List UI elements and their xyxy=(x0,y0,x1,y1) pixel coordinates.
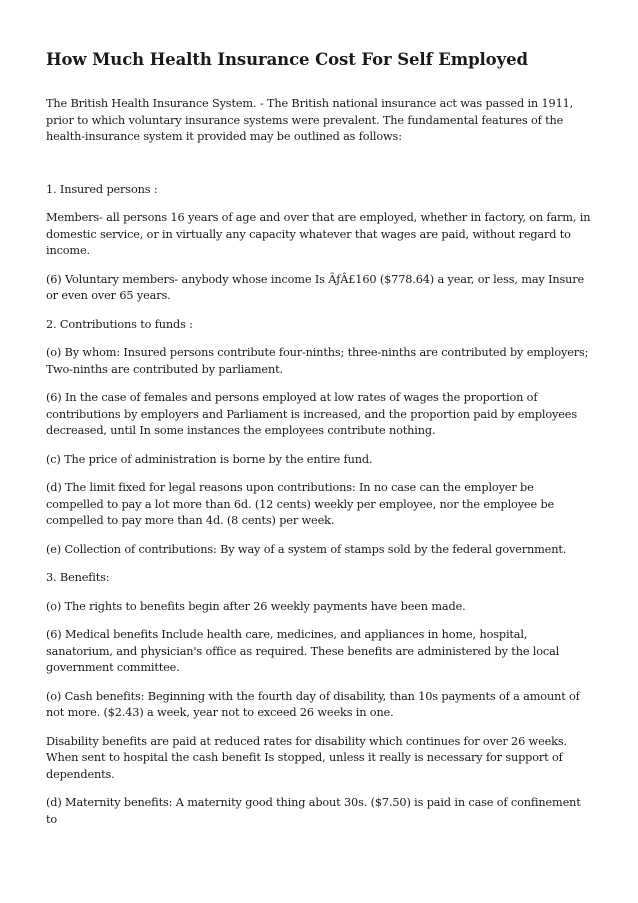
paragraph-by-whom: (o) By whom: Insured persons contribute four-ninths; three-ninths are contributed by employers; Two-ninths are contributed by parliament. xyxy=(46,346,589,376)
paragraph-maternity: (d) Maternity benefits: A maternity good thing about 30s. ($7.50) is paid in case of confinement to xyxy=(46,796,581,826)
paragraph-members: Members- all persons 16 years of age and over that are employed, whether in factory, on farm, in domestic service, or in virtually any capacity whatever that wages are paid, without regard to income. xyxy=(46,211,591,257)
document-page xyxy=(46,48,594,840)
paragraph-voluntary-members: (6) Voluntary members- anybody whose income Is ÃƒÂ£160 ($778.64) a year, or less, may Insure or even over 65 years. xyxy=(46,272,585,302)
paragraph-insured-persons-heading: 1. Insured persons : xyxy=(46,182,158,196)
document-title: How Much Health Insurance Cost For Self Employed xyxy=(46,50,528,69)
paragraph-rights: (o) The rights to benefits begin after 26 weekly payments have been made. xyxy=(46,599,466,613)
paragraph-cash: (o) Cash benefits: Beginning with the fourth day of disability, than 10s payments of a amount of not more. ($2.43) a week, year not to exceed 26 weeks in one. xyxy=(46,689,580,719)
paragraph-contributions-heading: 2. Contributions to funds : xyxy=(46,317,193,331)
paragraph-collection: (e) Collection of contributions: By way of a system of stamps sold by the federal government. xyxy=(46,542,567,556)
paragraph-disability: Disability benefits are paid at reduced rates for disability which continues for over 26 weeks. When sent to hospital the cash benefit Is stopped, unless it really is necessary for support of dependents. xyxy=(46,734,567,781)
paragraph-administration: (c) The price of administration is borne by the entire fund. xyxy=(46,452,373,466)
paragraph-females: (6) In the case of females and persons employed at low rates of wages the proportion of contributions by employers and Parliament is increased, and the proportion paid by employees decreased, until In some instances the employees contribute nothing. xyxy=(46,391,577,437)
paragraph-limit: (d) The limit fixed for legal reasons upon contributions: In no case can the employer be compelled to pay a lot more than 6d. (12 cents) weekly per employee, nor the employee be compelled to pay more than 4d. (8 cents) per week. xyxy=(46,481,555,527)
paragraph-benefits-heading: 3. Benefits: xyxy=(46,571,110,584)
paragraph-medical: (6) Medical benefits Include health care, medicines, and appliances in home, hospital, sanatorium, and physician's office as required. These benefits are administered by the local government committee. xyxy=(46,628,560,674)
paragraph-intro: The British Health Insurance System. - The British national insurance act was passed in 1911, prior to which voluntary insurance systems were prevalent. The fundamental features of the health-insurance system it provided may be outlined as follows: xyxy=(46,97,574,143)
